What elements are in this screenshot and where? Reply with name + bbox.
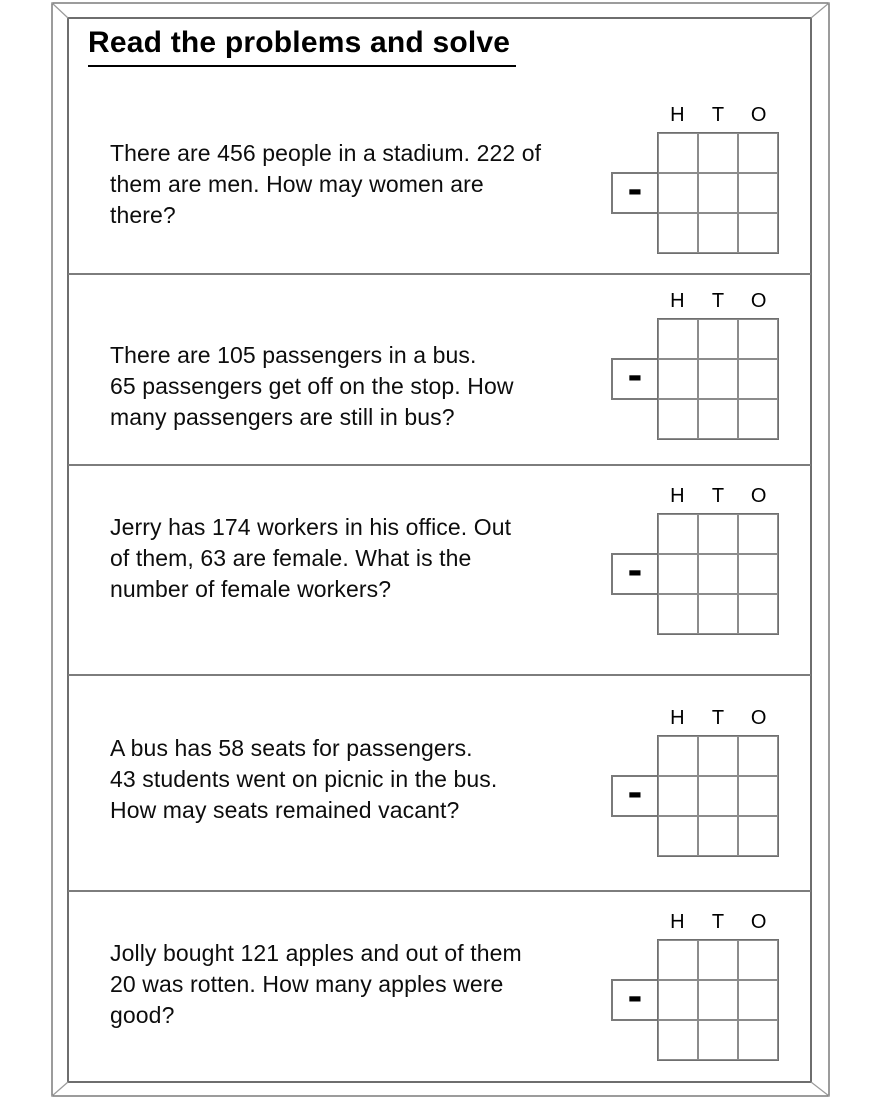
problem-line: many passengers are still in bus? [110,404,455,430]
problem-line: There are 105 passengers in a bus. [110,342,477,368]
subtraction-grid-1 [627,104,779,254]
answer-cell[interactable] [658,514,698,554]
grid-body [627,318,779,440]
answer-cell[interactable] [658,319,698,359]
header-hundreds: H [670,911,685,933]
place-value-headers [657,290,779,312]
problem-row-1 [68,18,811,273]
answer-cell[interactable] [738,319,778,359]
answer-cell[interactable] [658,359,698,399]
answer-cell[interactable] [698,736,738,776]
answer-cell[interactable] [658,736,698,776]
answer-cell[interactable] [698,359,738,399]
answer-cell[interactable] [698,319,738,359]
header-hundreds: H [670,104,685,126]
problem-text-3 [110,512,610,605]
subtraction-grid-4 [627,707,779,857]
problem-row-5 [68,890,811,1082]
answer-cell[interactable] [698,594,738,634]
answer-cell[interactable] [738,359,778,399]
minus-operator-box: - [611,979,657,1021]
grid-body [627,132,779,254]
header-tens: T [711,290,725,312]
header-hundreds: H [670,485,685,507]
subtraction-grid-5 [627,911,779,1061]
header-hundreds: H [670,707,685,729]
answer-cell[interactable] [738,736,778,776]
header-tens: T [711,485,725,507]
answer-cell[interactable] [658,980,698,1020]
answer-cell[interactable] [658,594,698,634]
header-ones: O [750,707,767,729]
answer-cell[interactable] [698,399,738,439]
problem-line: There are 456 people in a stadium. 222 of [110,140,542,166]
answer-cell[interactable] [698,554,738,594]
place-value-headers [657,911,779,933]
problem-row-2 [68,273,811,464]
answer-cell[interactable] [738,554,778,594]
answer-cell[interactable] [738,133,778,173]
answer-cell[interactable] [738,940,778,980]
problem-line: How may seats remained vacant? [110,797,460,823]
answer-cell[interactable] [658,776,698,816]
answer-cell[interactable] [698,173,738,213]
problem-line: there? [110,202,176,228]
header-tens: T [711,911,725,933]
header-ones: O [750,290,767,312]
answer-cell[interactable] [658,816,698,856]
problem-line: number of female workers? [110,576,392,602]
problem-row-4 [68,674,811,890]
minus-operator-box: - [611,553,657,595]
header-ones: O [750,485,767,507]
answer-cells [657,318,779,440]
answer-cell[interactable] [658,133,698,173]
worksheet-content [68,18,811,1082]
answer-cells [657,735,779,857]
answer-cell[interactable] [658,1020,698,1060]
minus-operator-box: - [611,358,657,400]
answer-cell[interactable] [738,1020,778,1060]
problem-line: 65 passengers get off on the stop. How [110,373,514,399]
answer-cell[interactable] [658,399,698,439]
subtraction-grid-2 [627,290,779,440]
place-value-headers [657,485,779,507]
problem-line: A bus has 58 seats for passengers. [110,735,473,761]
problem-line: 20 was rotten. How many apples were [110,971,504,997]
answer-cell[interactable] [698,213,738,253]
problem-line: Jolly bought 121 apples and out of them [110,940,522,966]
problem-line: them are men. How may women are [110,171,484,197]
answer-cell[interactable] [658,213,698,253]
answer-cell[interactable] [698,1020,738,1060]
answer-cell[interactable] [698,514,738,554]
header-ones: O [750,911,767,933]
header-tens: T [711,104,725,126]
answer-cell[interactable] [738,399,778,439]
answer-cells [657,513,779,635]
problem-line: good? [110,1002,175,1028]
problem-row-3 [68,464,811,674]
answer-cell[interactable] [738,173,778,213]
problem-text-2 [110,340,610,433]
answer-cell[interactable] [698,776,738,816]
grid-body [627,735,779,857]
answer-cell[interactable] [658,554,698,594]
minus-operator-box: - [611,775,657,817]
answer-cell[interactable] [738,213,778,253]
answer-cell[interactable] [698,980,738,1020]
header-tens: T [711,707,725,729]
problem-text-5 [110,938,610,1031]
problem-text-4 [110,733,610,826]
answer-cells [657,132,779,254]
grid-body [627,939,779,1061]
answer-cell[interactable] [738,594,778,634]
answer-cell[interactable] [698,133,738,173]
page-title: Read the problems and solve [88,26,516,67]
answer-cell[interactable] [738,816,778,856]
answer-cell[interactable] [738,980,778,1020]
header-ones: O [750,104,767,126]
answer-cells [657,939,779,1061]
answer-cell[interactable] [738,776,778,816]
answer-cell[interactable] [738,514,778,554]
answer-cell[interactable] [698,940,738,980]
problem-line: Jerry has 174 workers in his office. Out [110,514,512,540]
header-hundreds: H [670,290,685,312]
place-value-headers [657,707,779,729]
place-value-headers [657,104,779,126]
answer-cell[interactable] [698,816,738,856]
problem-text-1 [110,138,610,231]
answer-cell[interactable] [658,173,698,213]
answer-cell[interactable] [658,940,698,980]
problem-line: of them, 63 are female. What is the [110,545,472,571]
problem-line: 43 students went on picnic in the bus. [110,766,498,792]
grid-body [627,513,779,635]
subtraction-grid-3 [627,485,779,635]
minus-operator-box: - [611,172,657,214]
